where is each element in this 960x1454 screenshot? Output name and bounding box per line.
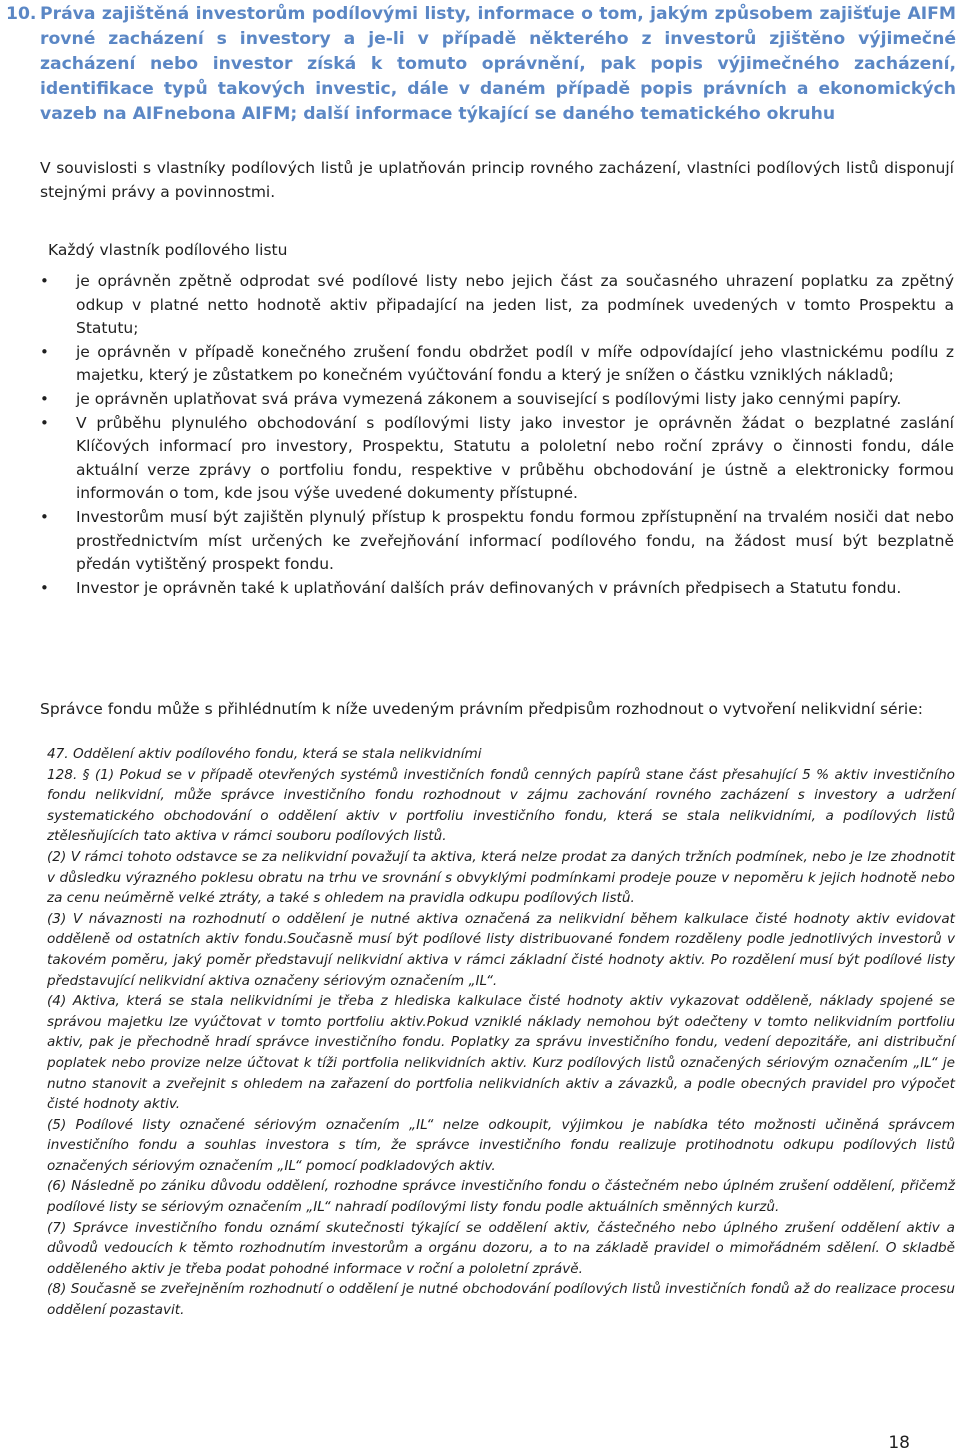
section-title: Práva zajištěná investorům podílovými listy, informace o tom, jakým způsobem zajišťuje AIFM rovné zacházení s investory a je-li v případě některého z investorů zjištěno výjimečné zacházení nebo investor získá k tomuto oprávnění, pak popis výjimečného zacházení, identifikace typů takových investic, dále v daném případě popis právních a ekonomických vazeb na AIFnebona AIFM; další informace týkající se daného tematického okruhu <box>40 4 956 124</box>
list-item-text: je oprávněn uplatňovat svá práva vymezená zákonem a související s podílovými listy jako cennými papíry. <box>76 389 902 408</box>
list-item-text: je oprávněn zpětně odprodat své podílové listy nebo jejich část za současného uhrazení poplatku za zpětný odkup v platné netto hodnotě aktiv připadající na jeden list, za podmínek uvedených v tomto Prospektu a Statutu; <box>76 272 954 338</box>
rights-list <box>40 270 954 600</box>
list-item-text: Investorům musí být zajištěn plynulý přístup k prospektu fondu formou zpřístupnění na trvalém nosiči dat nebo prostřednictvím míst určených ke zveřejňování informací podílového fondu, na žádost musí být bezplatně předán vytištěný prospekt fondu. <box>76 507 954 574</box>
list-item <box>40 577 954 601</box>
bullet-icon: • <box>40 342 49 361</box>
list-item-text: Investor je oprávněn také k uplatňování dalších práv definovaných v právních předpisech a Statutu fondu. <box>76 578 902 597</box>
law-paragraph-3: (3) V návaznosti na rozhodnutí o oddělení je nutné aktiva označená za nelikvidní během kalkulace čisté hodnoty aktiv evidovat odděleně od ostatních aktiv fondu.Současně musí být podílové listy distribuované fondem rozděleny podle jednotlivých investorů v takovém poměru, jaký poměr představují nelikvidní aktiva v rámci základní čisté hodnoty aktiv. Po rozdělení musí být podílové listy představující nelikvidní aktiva označeny sériovým označením „IL“. <box>47 910 955 989</box>
rights-lead: Každý vlastník podílového listu <box>48 241 288 259</box>
page-number: 18 <box>888 1433 910 1453</box>
list-item-text: V průběhu plynulého obchodování s podílovými listy jako investor je oprávněn žádat o bezplatné zaslání Klíčových informací pro investory, Prospektu, Statutu a pololetní nebo roční zprávy o činnosti fondu, dále aktuální verze zprávy o portfoliu fondu, respektive v průběhu obchodování je ústně a elektronicky formou informován o tom, kde jsou výše uvedené dokumenty přístupné. <box>76 413 954 503</box>
list-item <box>40 341 954 388</box>
law-paragraph-7: (7) Správce investičního fondu oznámí skutečnosti týkající se oddělení aktiv, částečného nebo úplného zrušení oddělení aktiv a důvodů vedoucích k těmto rozhodnutím investorům a orgánu dozoru, a to na základě pravidel o mimořádném sdělení. O skladbě odděleného aktiv je třeba podat pohodné informace v roční a pololetní zprávě. <box>47 1219 955 1277</box>
law-paragraph-5: (5) Podílové listy označené sériovým označením „IL“ nelze odkoupit, výjimkou je nabídka této možnosti učiněná správcem investičního fondu a souhlas investora s tím, že správce investičního fondu realizuje protihodnotu odkupu podílových listů označených sériovým označením „IL“ pomocí podkladových aktiv. <box>47 1116 955 1174</box>
list-item-text: je oprávněn v případě konečného zrušení fondu obdržet podíl v míře odpovídající jeho vlastnickému podílu z majetku, který je zůstatkem po konečném vyúčtování fondu a který je snížen o částku vzniklých nákladů; <box>76 342 954 385</box>
law-paragraph-6: (6) Následně po zániku důvodu oddělení, rozhodne správce investičního fondu o částečném nebo úplném zrušení oddělení, přičemž podílové listy se sériovým označením „IL“ nahradí podílovými listy fondu podle aktuálních směnných kurzů. <box>47 1178 955 1216</box>
section-number: 10. <box>6 4 37 24</box>
law-paragraph-4: (4) Aktiva, která se stala nelikvidními je třeba z hlediska kalkulace čisté hodnoty aktiv vykazovat odděleně, náklady spojené se správou majetku lze vyúčtovat v tomto portfoliu aktiv.Pokud vzniklé náklady nemohou být odečteny v tomto nelikvidním portfoliu aktiv, pak je přechodně hradí správce investičního fondu. Poplatky za správu investičního fondu, vedení depozitáře, ani distribuční poplatek nebo provize nelze účtovat k tíži portfolia nelikvidních aktiv. Kurz podílových listů označených sériovým označením „IL“ je nutno stanovit a zveřejnit s ohledem na zařazení do portfolia nelikvidních aktiv a závazků, a podle obecných pravidel pro výpočet čisté hodnoty aktiv. <box>47 993 955 1113</box>
series-paragraph: Správce fondu může s přihlédnutím k níže uvedeným právním předpisům rozhodnout o vytvoření nelikvidní série: <box>40 700 924 718</box>
law-paragraph-8: (8) Současně se zveřejněním rozhodnutí o oddělení je nutné obchodování podílových listů investičních fondů až do realizace procesu oddělení pozastavit. <box>47 1281 955 1319</box>
bullet-icon: • <box>40 389 49 408</box>
list-item <box>40 506 954 577</box>
law-excerpt <box>47 744 955 1321</box>
bullet-icon: • <box>40 507 49 526</box>
list-item <box>40 270 954 341</box>
bullet-icon: • <box>40 578 49 597</box>
law-paragraph-2: (2) V rámci tohoto odstavce se za nelikvidní považují ta aktiva, která nelze prodat za daných tržních podmínek, nebo je lze zhodnotit v důsledku výrazného poklesu obratu na trhu ve srovnání s obvyklými podmínkami prodeje pouze v nepoměru k jejich hodnotě nebo za cenu neúměrně velké ztráty, a také s ohledem na pravidla odkupu podílových listů. <box>47 848 955 907</box>
law-paragraph-1: 128. § (1) Pokud se v případě otevřených systémů investičních fondů cenných papírů stane část přesahující 5 % aktiv investičního fondu nelikvidní, může správce investičního fondu rozhodnout v zájmu zachování rovného zacházení s investory a udržení systematického obchodování o oddělení aktiv v portfoliu investičního fondu, která se stala nelikvidními, a podílových listů ztělesňujících tato aktiva v rámci souboru podílových listů. <box>47 766 955 845</box>
law-title: 47. Oddělení aktiv podílového fondu, která se stala nelikvidními <box>47 746 482 762</box>
bullet-icon: • <box>40 413 49 432</box>
list-item <box>40 388 954 412</box>
list-item <box>40 412 954 506</box>
intro-paragraph: V souvislosti s vlastníky podílových listů je uplatňován princip rovného zacházení, vlastníci podílových listů disponují stejnými právy a povinnostmi. <box>40 159 954 201</box>
bullet-icon: • <box>40 272 49 290</box>
section-heading <box>6 2 956 127</box>
